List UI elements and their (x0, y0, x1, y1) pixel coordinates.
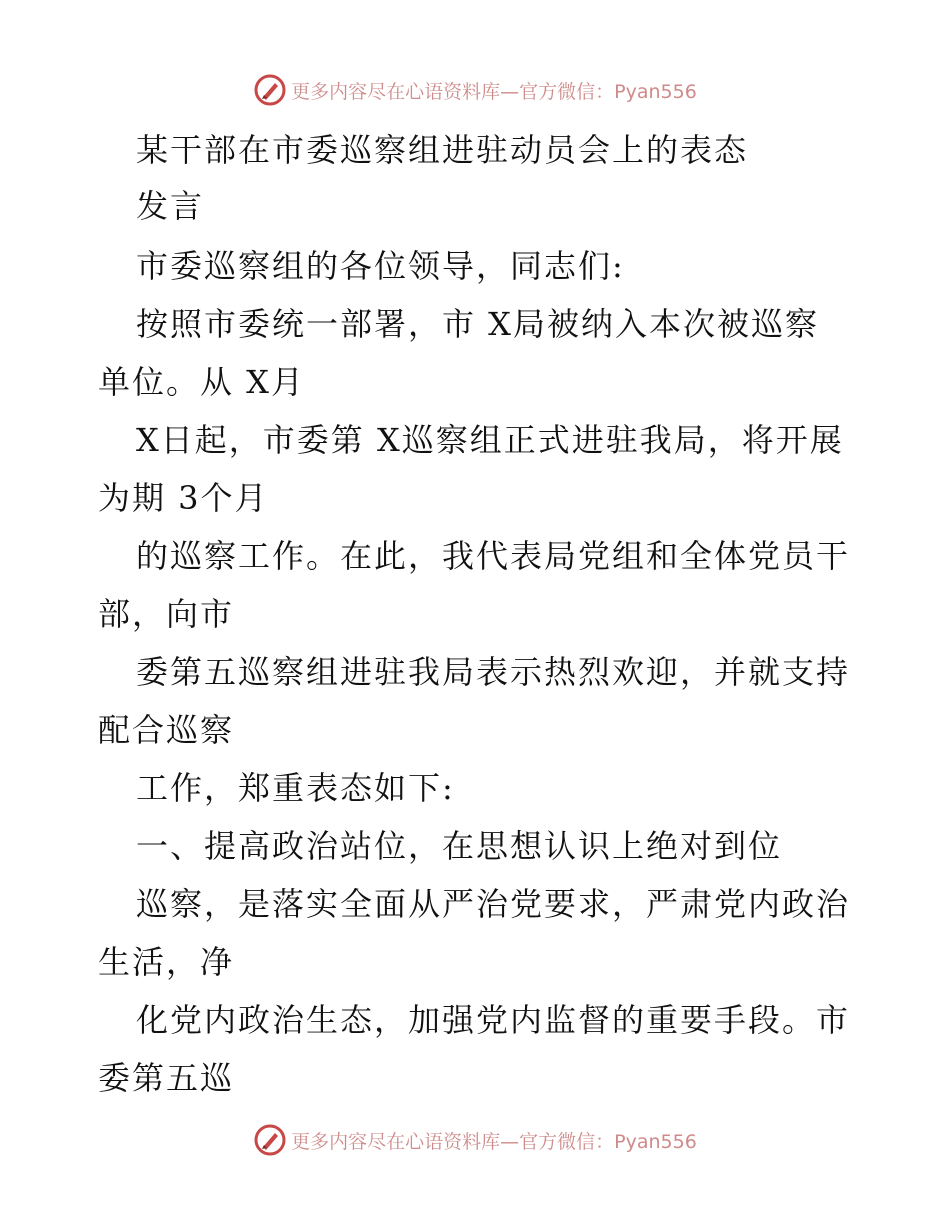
paragraph-line: 为期 3个月 (98, 479, 269, 517)
paragraph-line: 生活，净 (98, 943, 235, 981)
section-heading: 一、提高政治站位，在思想认识上绝对到位 (136, 827, 783, 865)
paragraph-line: X日起，市委第 X巡察组正式进驻我局，将开展 (136, 421, 844, 459)
salutation: 市委巡察组的各位领导，同志们: (136, 247, 625, 285)
pen-circle-logo-icon (253, 1123, 287, 1157)
paragraph-line: 按照市委统一部署，市 X局被纳入本次被巡察 (136, 305, 819, 343)
paragraph-line: 委第五巡 (98, 1059, 235, 1097)
watermark-text: 更多内容尽在心语资料库—官方微信：Pyan556 (291, 1130, 697, 1153)
paragraph-line: 化党内政治生态，加强党内监督的重要手段。市 (136, 1001, 851, 1039)
paragraph-line: 工作，郑重表态如下: (136, 769, 455, 807)
pen-circle-logo-icon (253, 73, 287, 107)
footer-watermark (0, 1120, 950, 1160)
document-title-line-2: 发言 (136, 187, 205, 225)
header-watermark (0, 70, 950, 110)
paragraph-line: 委第五巡察组进驻我局表示热烈欢迎，并就支持 (136, 653, 851, 691)
paragraph-line: 单位。从 X月 (98, 363, 305, 401)
watermark-text: 更多内容尽在心语资料库—官方微信：Pyan556 (291, 80, 697, 103)
paragraph-line: 部，向市 (98, 595, 235, 633)
paragraph-line: 巡察，是落实全面从严治党要求，严肃党内政治 (136, 885, 851, 923)
document-title-line-1: 某干部在市委巡察组进驻动员会上的表态 (136, 131, 749, 169)
paragraph-line: 的巡察工作。在此，我代表局党组和全体党员干 (136, 537, 851, 575)
paragraph-line: 配合巡察 (98, 711, 235, 749)
